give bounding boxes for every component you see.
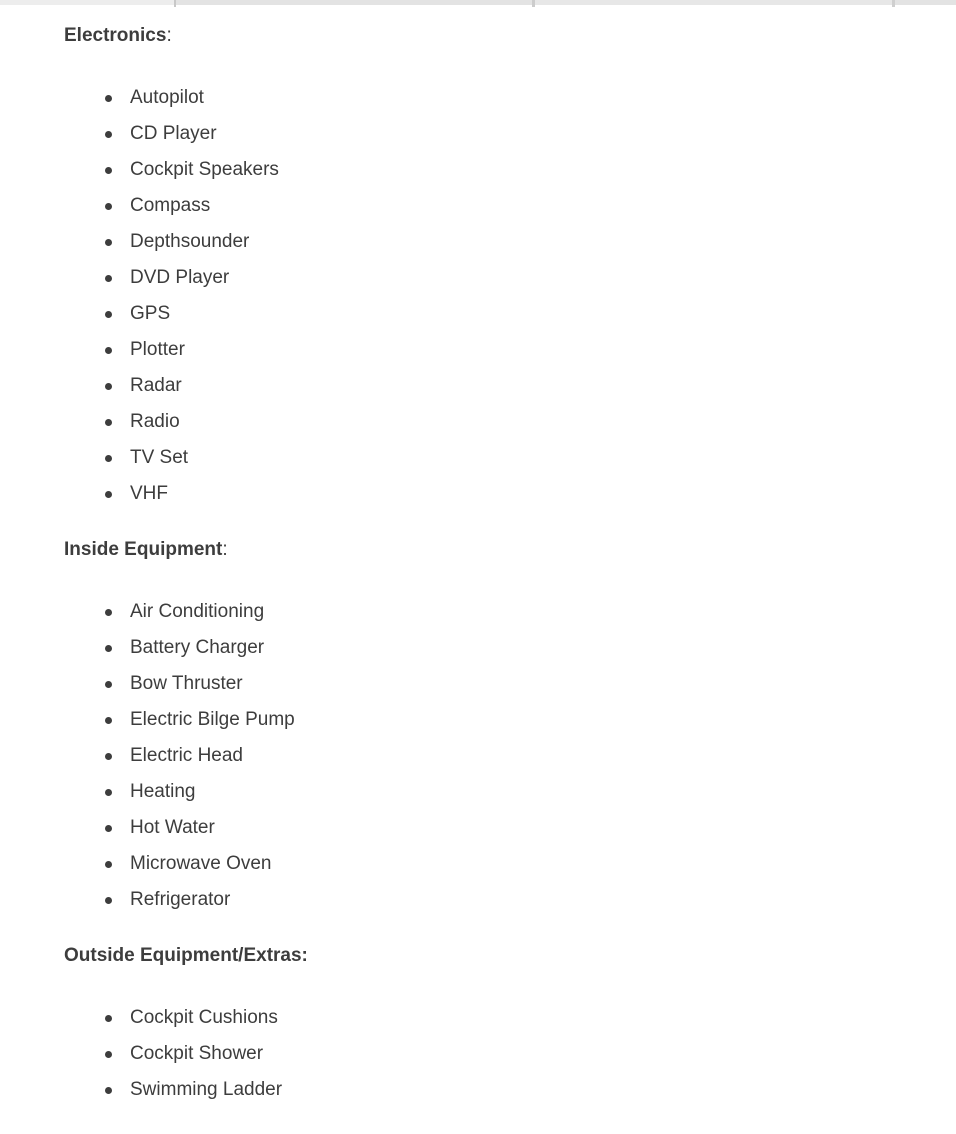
list-item bbox=[64, 882, 956, 918]
item-label: Compass bbox=[130, 195, 211, 216]
equipment-list bbox=[64, 80, 956, 512]
list-item bbox=[64, 80, 956, 116]
equipment-section bbox=[64, 25, 956, 512]
list-item bbox=[64, 332, 956, 368]
item-label: Hot Water bbox=[130, 817, 215, 838]
bullet-icon bbox=[105, 239, 112, 246]
bullet-icon bbox=[105, 311, 112, 318]
bullet-icon bbox=[105, 131, 112, 138]
list-item bbox=[64, 296, 956, 332]
item-label: VHF bbox=[130, 483, 168, 504]
bullet-icon bbox=[105, 753, 112, 760]
top-bar-segment bbox=[535, 0, 892, 5]
bullet-icon bbox=[105, 609, 112, 616]
bullet-icon bbox=[105, 789, 112, 796]
bullet-icon bbox=[105, 717, 112, 724]
bullet-icon bbox=[105, 95, 112, 102]
section-heading bbox=[64, 25, 956, 47]
bullet-icon bbox=[105, 275, 112, 282]
item-label: DVD Player bbox=[130, 267, 230, 288]
bullet-icon bbox=[105, 167, 112, 174]
item-label: Battery Charger bbox=[130, 637, 265, 658]
list-item bbox=[64, 1036, 956, 1072]
equipment-lists bbox=[0, 25, 956, 1134]
equipment-section bbox=[64, 945, 956, 1108]
item-label: TV Set bbox=[130, 447, 189, 468]
bullet-icon bbox=[105, 383, 112, 390]
list-item bbox=[64, 1000, 956, 1036]
equipment-list bbox=[64, 594, 956, 918]
bullet-icon bbox=[105, 1051, 112, 1058]
section-heading bbox=[64, 945, 956, 967]
list-item bbox=[64, 774, 956, 810]
item-label: Bow Thruster bbox=[130, 673, 243, 694]
item-label: Radio bbox=[130, 411, 180, 432]
item-label: Electric Bilge Pump bbox=[130, 709, 295, 730]
list-item bbox=[64, 368, 956, 404]
list-item bbox=[64, 188, 956, 224]
item-label: CD Player bbox=[130, 123, 217, 144]
bullet-icon bbox=[105, 861, 112, 868]
section-heading bbox=[64, 539, 956, 561]
item-label: Cockpit Shower bbox=[130, 1043, 264, 1064]
list-item bbox=[64, 224, 956, 260]
bullet-icon bbox=[105, 419, 112, 426]
bullet-icon bbox=[105, 825, 112, 832]
list-item bbox=[64, 702, 956, 738]
bullet-icon bbox=[105, 491, 112, 498]
list-item bbox=[64, 1072, 956, 1108]
item-label: Radar bbox=[130, 375, 182, 396]
item-label: Heating bbox=[130, 781, 196, 802]
list-item bbox=[64, 152, 956, 188]
item-label: Depthsounder bbox=[130, 231, 250, 252]
item-label: Electric Head bbox=[130, 745, 243, 766]
item-label: Swimming Ladder bbox=[130, 1079, 283, 1100]
equipment-list bbox=[64, 1000, 956, 1108]
list-item bbox=[64, 116, 956, 152]
section-heading-text: Inside Equipment bbox=[64, 539, 223, 560]
item-label: Refrigerator bbox=[130, 889, 231, 910]
section-heading-suffix: : bbox=[222, 539, 228, 560]
section-heading-suffix: : bbox=[166, 25, 172, 46]
list-item bbox=[64, 476, 956, 512]
list-item bbox=[64, 666, 956, 702]
top-bar-segment bbox=[0, 0, 174, 5]
equipment-section bbox=[64, 539, 956, 918]
section-heading-text: Outside Equipment/Extras: bbox=[64, 945, 308, 966]
bullet-icon bbox=[105, 203, 112, 210]
bullet-icon bbox=[105, 455, 112, 462]
item-label: Plotter bbox=[130, 339, 185, 360]
list-item bbox=[64, 846, 956, 882]
bullet-icon bbox=[105, 645, 112, 652]
item-label: Cockpit Cushions bbox=[130, 1007, 278, 1028]
bullet-icon bbox=[105, 897, 112, 904]
item-label: Air Conditioning bbox=[130, 601, 265, 622]
list-item bbox=[64, 738, 956, 774]
section-heading-text: Electronics bbox=[64, 25, 167, 46]
top-bar-segment bbox=[895, 0, 956, 5]
item-label: GPS bbox=[130, 303, 171, 324]
list-item bbox=[64, 630, 956, 666]
list-item bbox=[64, 810, 956, 846]
bullet-icon bbox=[105, 347, 112, 354]
item-label: Cockpit Speakers bbox=[130, 159, 279, 180]
item-label: Autopilot bbox=[130, 87, 204, 108]
item-label: Microwave Oven bbox=[130, 853, 272, 874]
top-bar bbox=[0, 0, 956, 7]
list-item bbox=[64, 260, 956, 296]
bullet-icon bbox=[105, 681, 112, 688]
list-item bbox=[64, 404, 956, 440]
bullet-icon bbox=[105, 1087, 112, 1094]
top-bar-segment bbox=[176, 0, 532, 5]
list-item bbox=[64, 440, 956, 476]
bullet-icon bbox=[105, 1015, 112, 1022]
list-item bbox=[64, 594, 956, 630]
